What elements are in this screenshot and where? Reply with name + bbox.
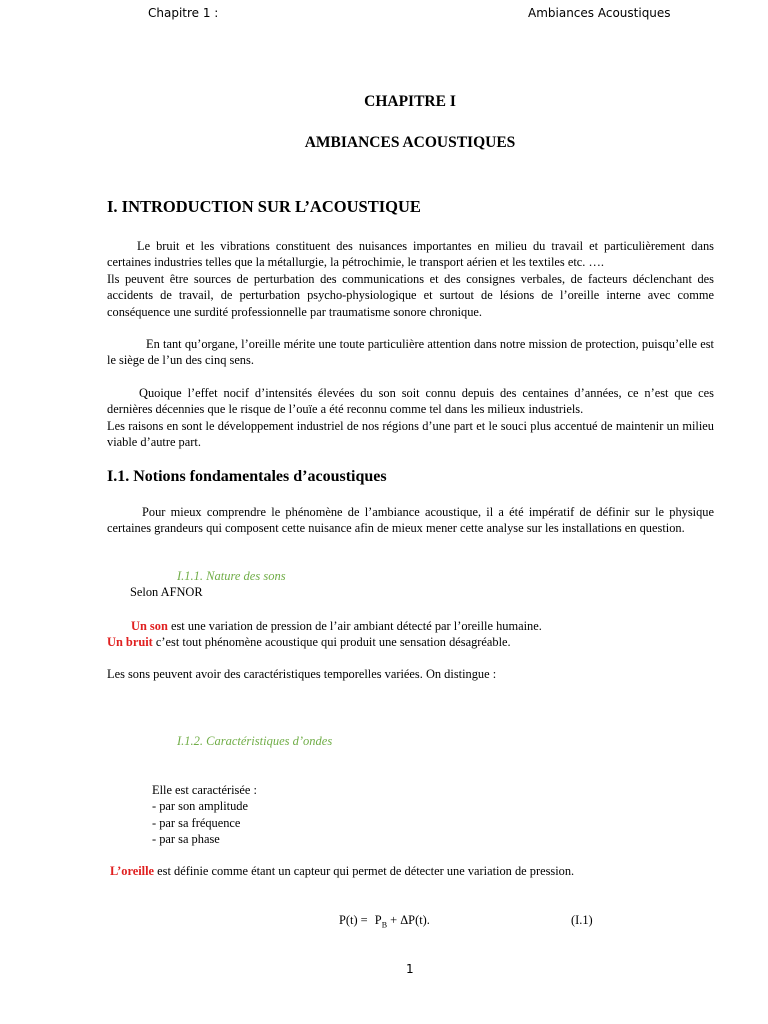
distinguish-sentence: Les sons peuvent avoir des caractéristiques temporelles variées. On distingue : [107, 667, 497, 681]
intro-p3-text: En tant qu’organe, l’oreille mérite une toute particulière attention dans notre mission de protection, puisqu’elle est le siège de l’un des cinq sens. [107, 337, 714, 368]
equation-lhs: P(t) = [339, 913, 371, 927]
list-item: - par sa phase [152, 832, 220, 847]
equation-p-symbol: P [374, 913, 382, 927]
section-heading-introduction: I. INTRODUCTION SUR L’ACOUSTIQUE [107, 197, 421, 216]
notions-p1-text: Pour mieux comprendre le phénomène de l’ambiance acoustique, il a été impératif de définir sur le physique certaines grandeurs qui composent cette nuisance afin de mieux mener cette analyse sur les installations en question. [107, 505, 714, 536]
son-definition-text: est une variation de pression de l’air ambiant détecté par l’oreille humaine. [167, 619, 542, 633]
running-header-right: Ambiances Acoustiques [528, 6, 671, 20]
definition-bruit [107, 635, 511, 650]
intro-paragraph-1 [107, 238, 714, 271]
equation [339, 913, 430, 929]
equation-number: (I.1) [571, 913, 593, 927]
intro-paragraph-2: Ils peuvent être sources de perturbation des communications et des consignes verbales, de facteurs déclenchant des accidents de travail, de perturbation psycho-physiologique et surtout de lésions de l’oreille interne avec comme conséquence une surdité professionnelle par traumatisme sonore chronique. [107, 272, 714, 319]
definition-son [131, 619, 542, 634]
intro-paragraph-5: Les raisons en sont le développement industriel de nos régions d’une part et le souci plus accentué de maintenir un milieu viable d’autre part. [107, 419, 714, 450]
section-heading-caracteristiques-ondes: I.1.2. Caractéristiques d’ondes [177, 734, 333, 748]
chapter-label: CHAPITRE I [364, 93, 456, 110]
equation-p-subscript: B [381, 920, 388, 930]
term-son: Un son [131, 619, 168, 633]
intro-p4-text: Quoique l’effet nocif d’intensités élevées du son soit connu depuis des centaines d’années, ce n’est que ces dernières décennies que le risque de l’ouïe a été reconnu comme tel dans les milieux industriels. [107, 386, 714, 417]
page-number: 1 [406, 962, 414, 976]
list-item: - par sa fréquence [152, 815, 241, 830]
definition-oreille [110, 864, 574, 879]
term-bruit: Un bruit [107, 635, 153, 649]
section-heading-notions: I.1. Notions fondamentales d’acoustiques [107, 468, 387, 485]
list-item: - par son amplitude [152, 799, 249, 814]
chapter-title: AMBIANCES ACOUSTIQUES [304, 134, 516, 151]
bruit-definition-text: c’est tout phénomène acoustique qui produit une sensation désagréable. [152, 635, 511, 649]
intro-paragraph-3 [107, 336, 714, 369]
oreille-definition-text: est définie comme étant un capteur qui permet de détecter une variation de pression. [154, 864, 575, 878]
intro-paragraph-4 [107, 385, 714, 418]
afnor-source: Selon AFNOR [130, 585, 203, 599]
list-intro: Elle est caractérisée : [152, 783, 257, 797]
notions-paragraph [107, 504, 714, 537]
characteristics-list [152, 782, 257, 848]
running-header-left: Chapitre 1 : [148, 6, 219, 20]
intro-p1-text: Le bruit et les vibrations constituent des nuisances importantes en milieu du travail et particulièrement dans certaines industries telles que la métallurgie, la pétrochimie, le transport aérien et les textiles etc. …. [107, 239, 714, 270]
term-oreille: L’oreille [110, 864, 155, 878]
section-heading-nature-des-sons: I.1.1. Nature des sons [177, 569, 286, 583]
equation-rhs: + ΔP(t). [387, 913, 430, 927]
